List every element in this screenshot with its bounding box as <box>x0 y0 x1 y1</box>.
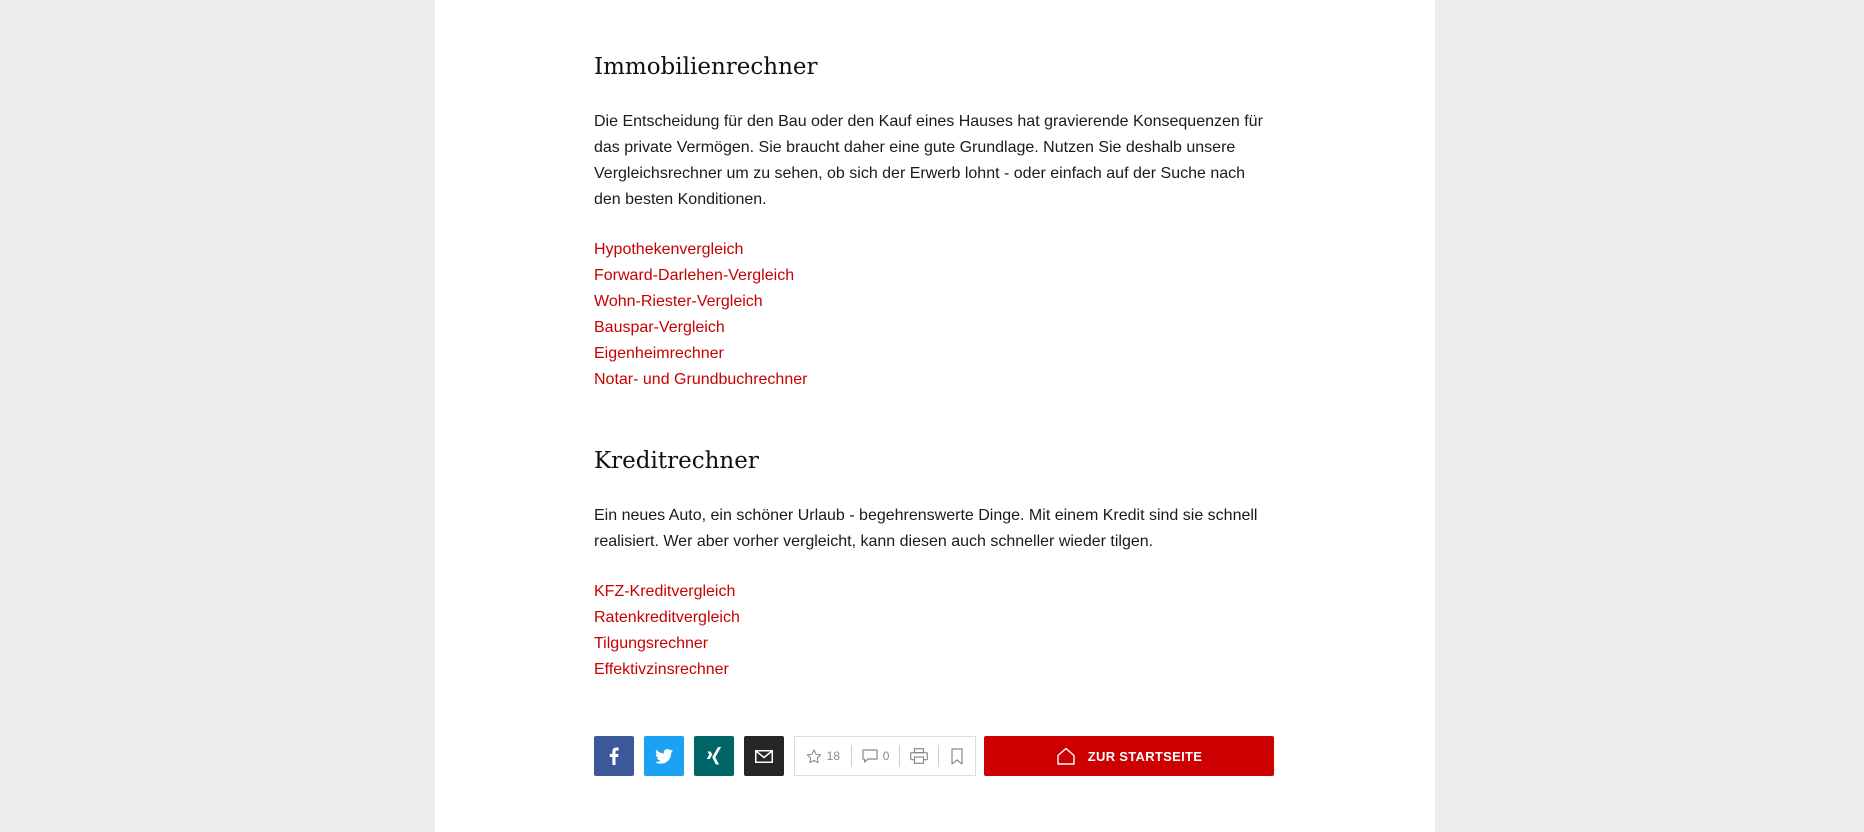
list-item <box>594 657 740 683</box>
article-toolbox <box>794 736 976 776</box>
share-xing-button[interactable] <box>694 736 734 776</box>
twitter-icon <box>655 749 673 764</box>
article-actions <box>594 736 1274 776</box>
section-text-immobilienrechner: Die Entscheidung für den Bau oder den Kauf eines Hauses hat gravierende Konsequenzen für das private Vermögen. Sie braucht daher eine gute Grundlage. Nutzen Sie deshalb unsere Vergleichsrechner um zu sehen, ob sich der Erwerb lohnt - oder einfach auf der Suche nach den besten Konditionen. <box>594 113 1263 208</box>
link-kfz-kreditvergleich[interactable]: KFZ-Kreditvergleich <box>594 583 736 600</box>
list-item <box>594 289 807 315</box>
link-wohn-riester-vergleich[interactable]: Wohn-Riester-Vergleich <box>594 293 763 310</box>
list-item <box>594 605 740 631</box>
section-title-immobilienrechner: Immobilienrechner <box>594 54 818 80</box>
link-hypothekenvergleich[interactable]: Hypothekenvergleich <box>594 241 744 258</box>
link-bauspar-vergleich[interactable]: Bauspar-Vergleich <box>594 319 725 336</box>
xing-icon <box>706 747 722 765</box>
star-icon <box>806 749 822 764</box>
list-item <box>594 341 807 367</box>
section-text-kreditrechner: Ein neues Auto, ein schöner Urlaub - begehrenswerte Dinge. Mit einem Kredit sind sie schnell realisiert. Wer aber vorher vergleicht, kann diesen auch schneller wieder tilgen. <box>594 507 1258 550</box>
share-twitter-button[interactable] <box>644 736 684 776</box>
link-eigenheimrechner[interactable]: Eigenheimrechner <box>594 345 724 362</box>
mail-icon <box>755 750 773 763</box>
comment-icon <box>862 749 878 763</box>
list-item <box>594 631 740 657</box>
link-list-kreditrechner <box>594 579 740 683</box>
list-item <box>594 237 807 263</box>
comments-count: 0 <box>882 749 890 763</box>
link-list-immobilienrechner <box>594 237 807 393</box>
page <box>435 0 1435 832</box>
share-mail-button[interactable] <box>744 736 784 776</box>
section-title-kreditrechner: Kreditrechner <box>594 448 759 474</box>
link-forward-darlehen-vergleich[interactable]: Forward-Darlehen-Vergleich <box>594 267 795 284</box>
link-ratenkreditvergleich[interactable]: Ratenkreditvergleich <box>594 609 740 626</box>
comments-button[interactable] <box>852 745 901 767</box>
favorites-count: 18 <box>826 749 841 763</box>
facebook-icon <box>609 747 619 765</box>
home-button[interactable] <box>984 736 1274 776</box>
list-item <box>594 263 807 289</box>
bookmark-button[interactable] <box>939 745 975 767</box>
home-button-label: ZUR STARTSEITE <box>1087 748 1203 764</box>
list-item <box>594 579 740 605</box>
link-notar-grundbuchrechner[interactable]: Notar- und Grundbuchrechner <box>594 371 808 388</box>
bookmark-icon <box>951 748 963 765</box>
share-facebook-button[interactable] <box>594 736 634 776</box>
favorite-button[interactable] <box>795 745 852 767</box>
link-tilgungsrechner[interactable]: Tilgungsrechner <box>594 635 709 652</box>
list-item <box>594 367 807 393</box>
print-icon <box>910 748 928 764</box>
list-item <box>594 315 807 341</box>
link-effektivzinsrechner[interactable]: Effektivzinsrechner <box>594 661 729 678</box>
home-icon <box>1056 747 1076 765</box>
print-button[interactable] <box>900 745 939 767</box>
